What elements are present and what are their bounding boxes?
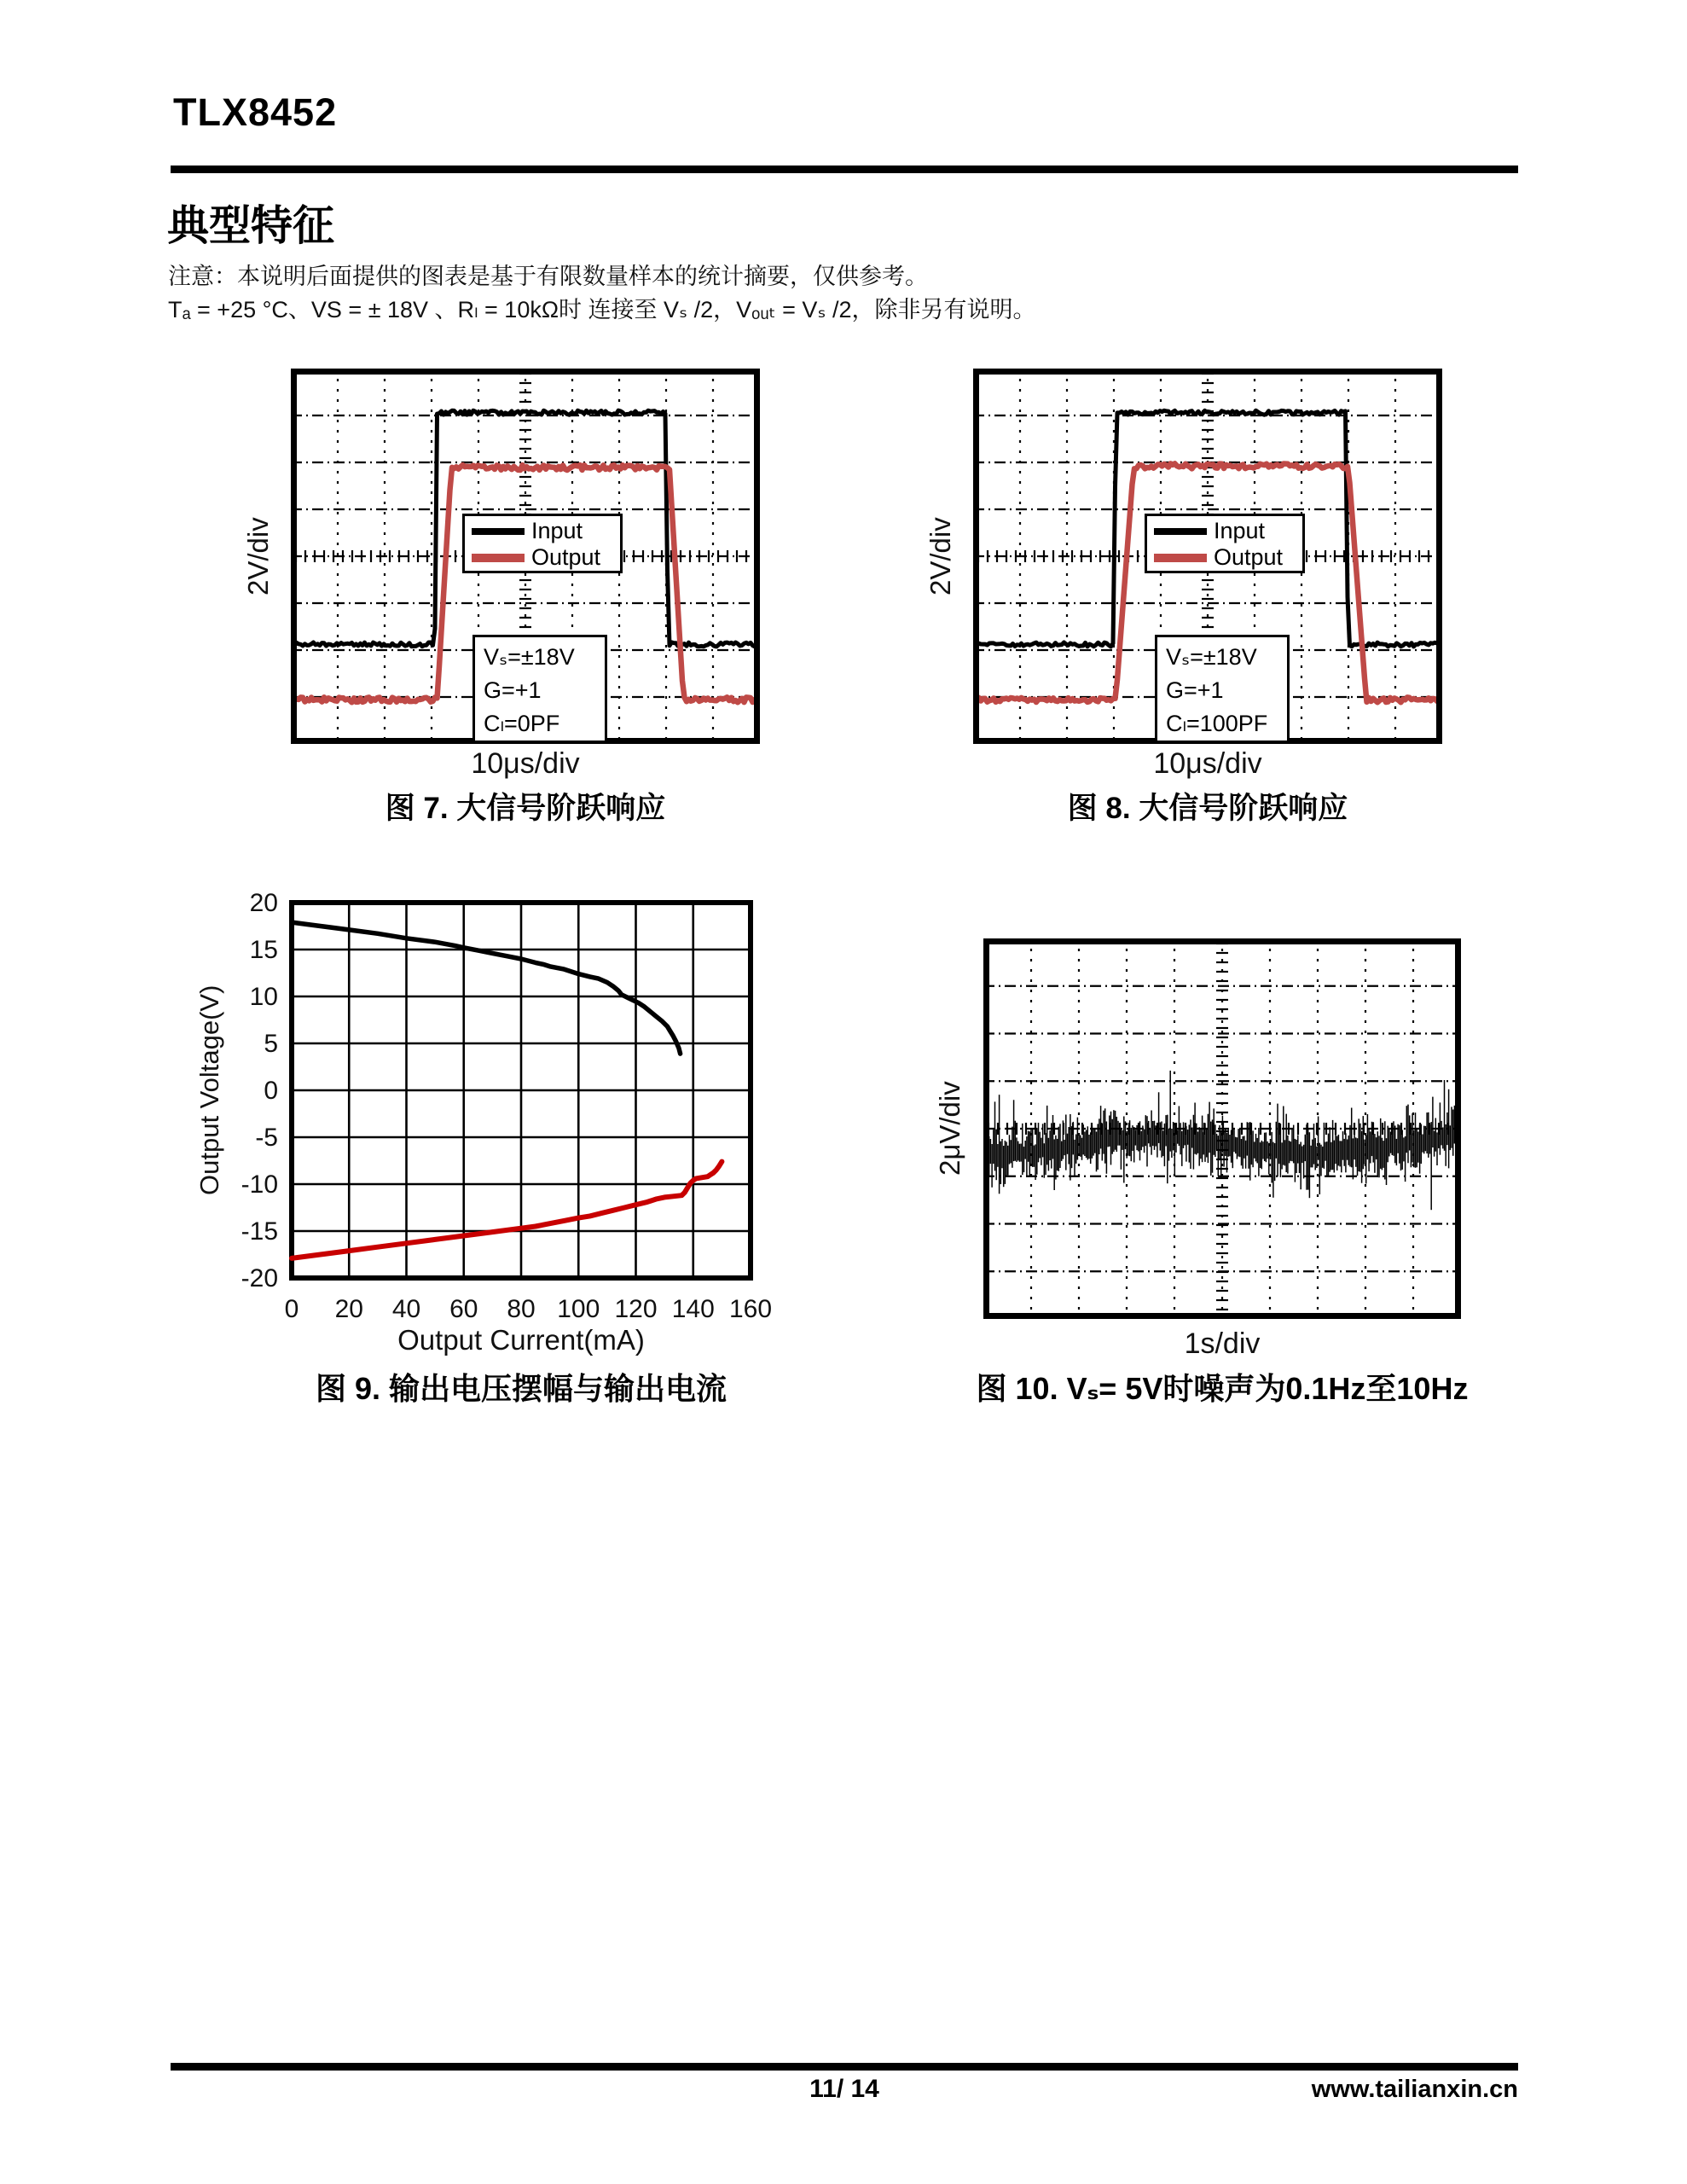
legend-output-label: Output xyxy=(531,544,601,570)
footer-rule xyxy=(171,2063,1518,2071)
figure8-x-axis-label: 10μs/div xyxy=(1153,747,1262,780)
svg-text:20: 20 xyxy=(334,1295,363,1322)
svg-text:120: 120 xyxy=(614,1295,658,1322)
output-trace-swatch xyxy=(472,554,525,562)
svg-text:0: 0 xyxy=(284,1295,299,1322)
header-rule xyxy=(171,166,1518,173)
condition-line: Cₗ=100PF xyxy=(1166,711,1268,736)
svg-text:-10: -10 xyxy=(241,1170,278,1199)
figure10-noise-chart xyxy=(983,938,1461,1319)
svg-text:60: 60 xyxy=(449,1295,478,1322)
svg-text:-5: -5 xyxy=(255,1124,278,1152)
svg-text:-15: -15 xyxy=(241,1217,278,1246)
svg-text:160: 160 xyxy=(728,1295,773,1322)
figure8-step-response-chart xyxy=(973,369,1442,744)
section-heading: 典型特征 xyxy=(167,203,335,249)
fig10-svg xyxy=(983,938,1461,1319)
svg-text:10: 10 xyxy=(249,983,278,1011)
figure9-caption: 图 9. 输出电压摆幅与输出电流 xyxy=(315,1371,728,1406)
condition-line: Vₛ=±18V xyxy=(1166,644,1257,670)
note-line-2: Tₐ = +25 °C、VS = ± 18V 、Rₗ = 10kΩ时 连接至 Vₛ /2，Vₒᵤₜ = Vₛ /2，除非另有说明。 xyxy=(168,297,1036,322)
figure9-x-axis-title: Output Current(mA) xyxy=(397,1324,645,1356)
condition-line: Vₛ=±18V xyxy=(484,644,575,670)
svg-text:140: 140 xyxy=(671,1295,715,1322)
figure10-x-axis-label: 1s/div xyxy=(1184,1327,1261,1360)
figure8-caption: 图 8. 大信号阶跃响应 xyxy=(1067,792,1348,825)
svg-text:0: 0 xyxy=(264,1077,278,1105)
figure7-legend xyxy=(462,514,623,573)
svg-text:100: 100 xyxy=(557,1295,600,1322)
legend-row-output xyxy=(1154,544,1302,571)
svg-text:20: 20 xyxy=(249,889,278,917)
legend-output-label: Output xyxy=(1214,544,1284,570)
legend-input-label: Input xyxy=(531,518,583,543)
figure7-caption: 图 7. 大信号阶跃响应 xyxy=(385,792,666,825)
figure10-y-axis-label: 2μV/div xyxy=(934,1081,965,1176)
figure9-voltage-vs-current-chart xyxy=(196,879,776,1322)
svg-text:15: 15 xyxy=(249,936,278,964)
figure8-conditions-box xyxy=(1155,635,1290,743)
footer-page-number: 11/ 14 xyxy=(809,2075,879,2103)
note-line-1: 注意：本说明后面提供的图表是基于有限数量样本的统计摘要，仅供参考。 xyxy=(168,264,928,289)
legend-row-output xyxy=(472,544,620,571)
input-trace-swatch xyxy=(472,528,525,535)
legend-input-label: Input xyxy=(1214,518,1266,543)
figure7-conditions-box xyxy=(472,635,607,743)
condition-line: G=+1 xyxy=(1166,677,1224,703)
fig9-svg xyxy=(196,879,776,1322)
footer-website: www.tailianxin.cn xyxy=(1311,2076,1518,2103)
figure7-y-axis-label: 2V/div xyxy=(242,517,274,595)
figure8-y-axis-label: 2V/div xyxy=(925,517,956,595)
figure7-x-axis-label: 10μs/div xyxy=(471,747,580,780)
figure9-y-axis-title: Output Voltage(V) xyxy=(194,985,224,1196)
legend-row-input xyxy=(472,518,620,544)
svg-text:5: 5 xyxy=(264,1030,278,1058)
svg-text:40: 40 xyxy=(391,1295,421,1322)
output-trace-swatch xyxy=(1154,554,1207,562)
legend-row-input xyxy=(1154,518,1302,544)
input-trace-swatch xyxy=(1154,528,1207,535)
page-title: TLX8452 xyxy=(173,90,338,134)
figure7-step-response-chart xyxy=(291,369,760,744)
figure8-legend xyxy=(1145,514,1305,573)
condition-line: G=+1 xyxy=(484,677,542,703)
svg-text:-20: -20 xyxy=(241,1264,278,1292)
condition-line: Cₗ=0PF xyxy=(484,711,560,736)
figure10-caption: 图 10. Vₛ= 5V时噪声为0.1Hz至10Hz xyxy=(976,1371,1469,1406)
svg-text:80: 80 xyxy=(507,1295,536,1322)
